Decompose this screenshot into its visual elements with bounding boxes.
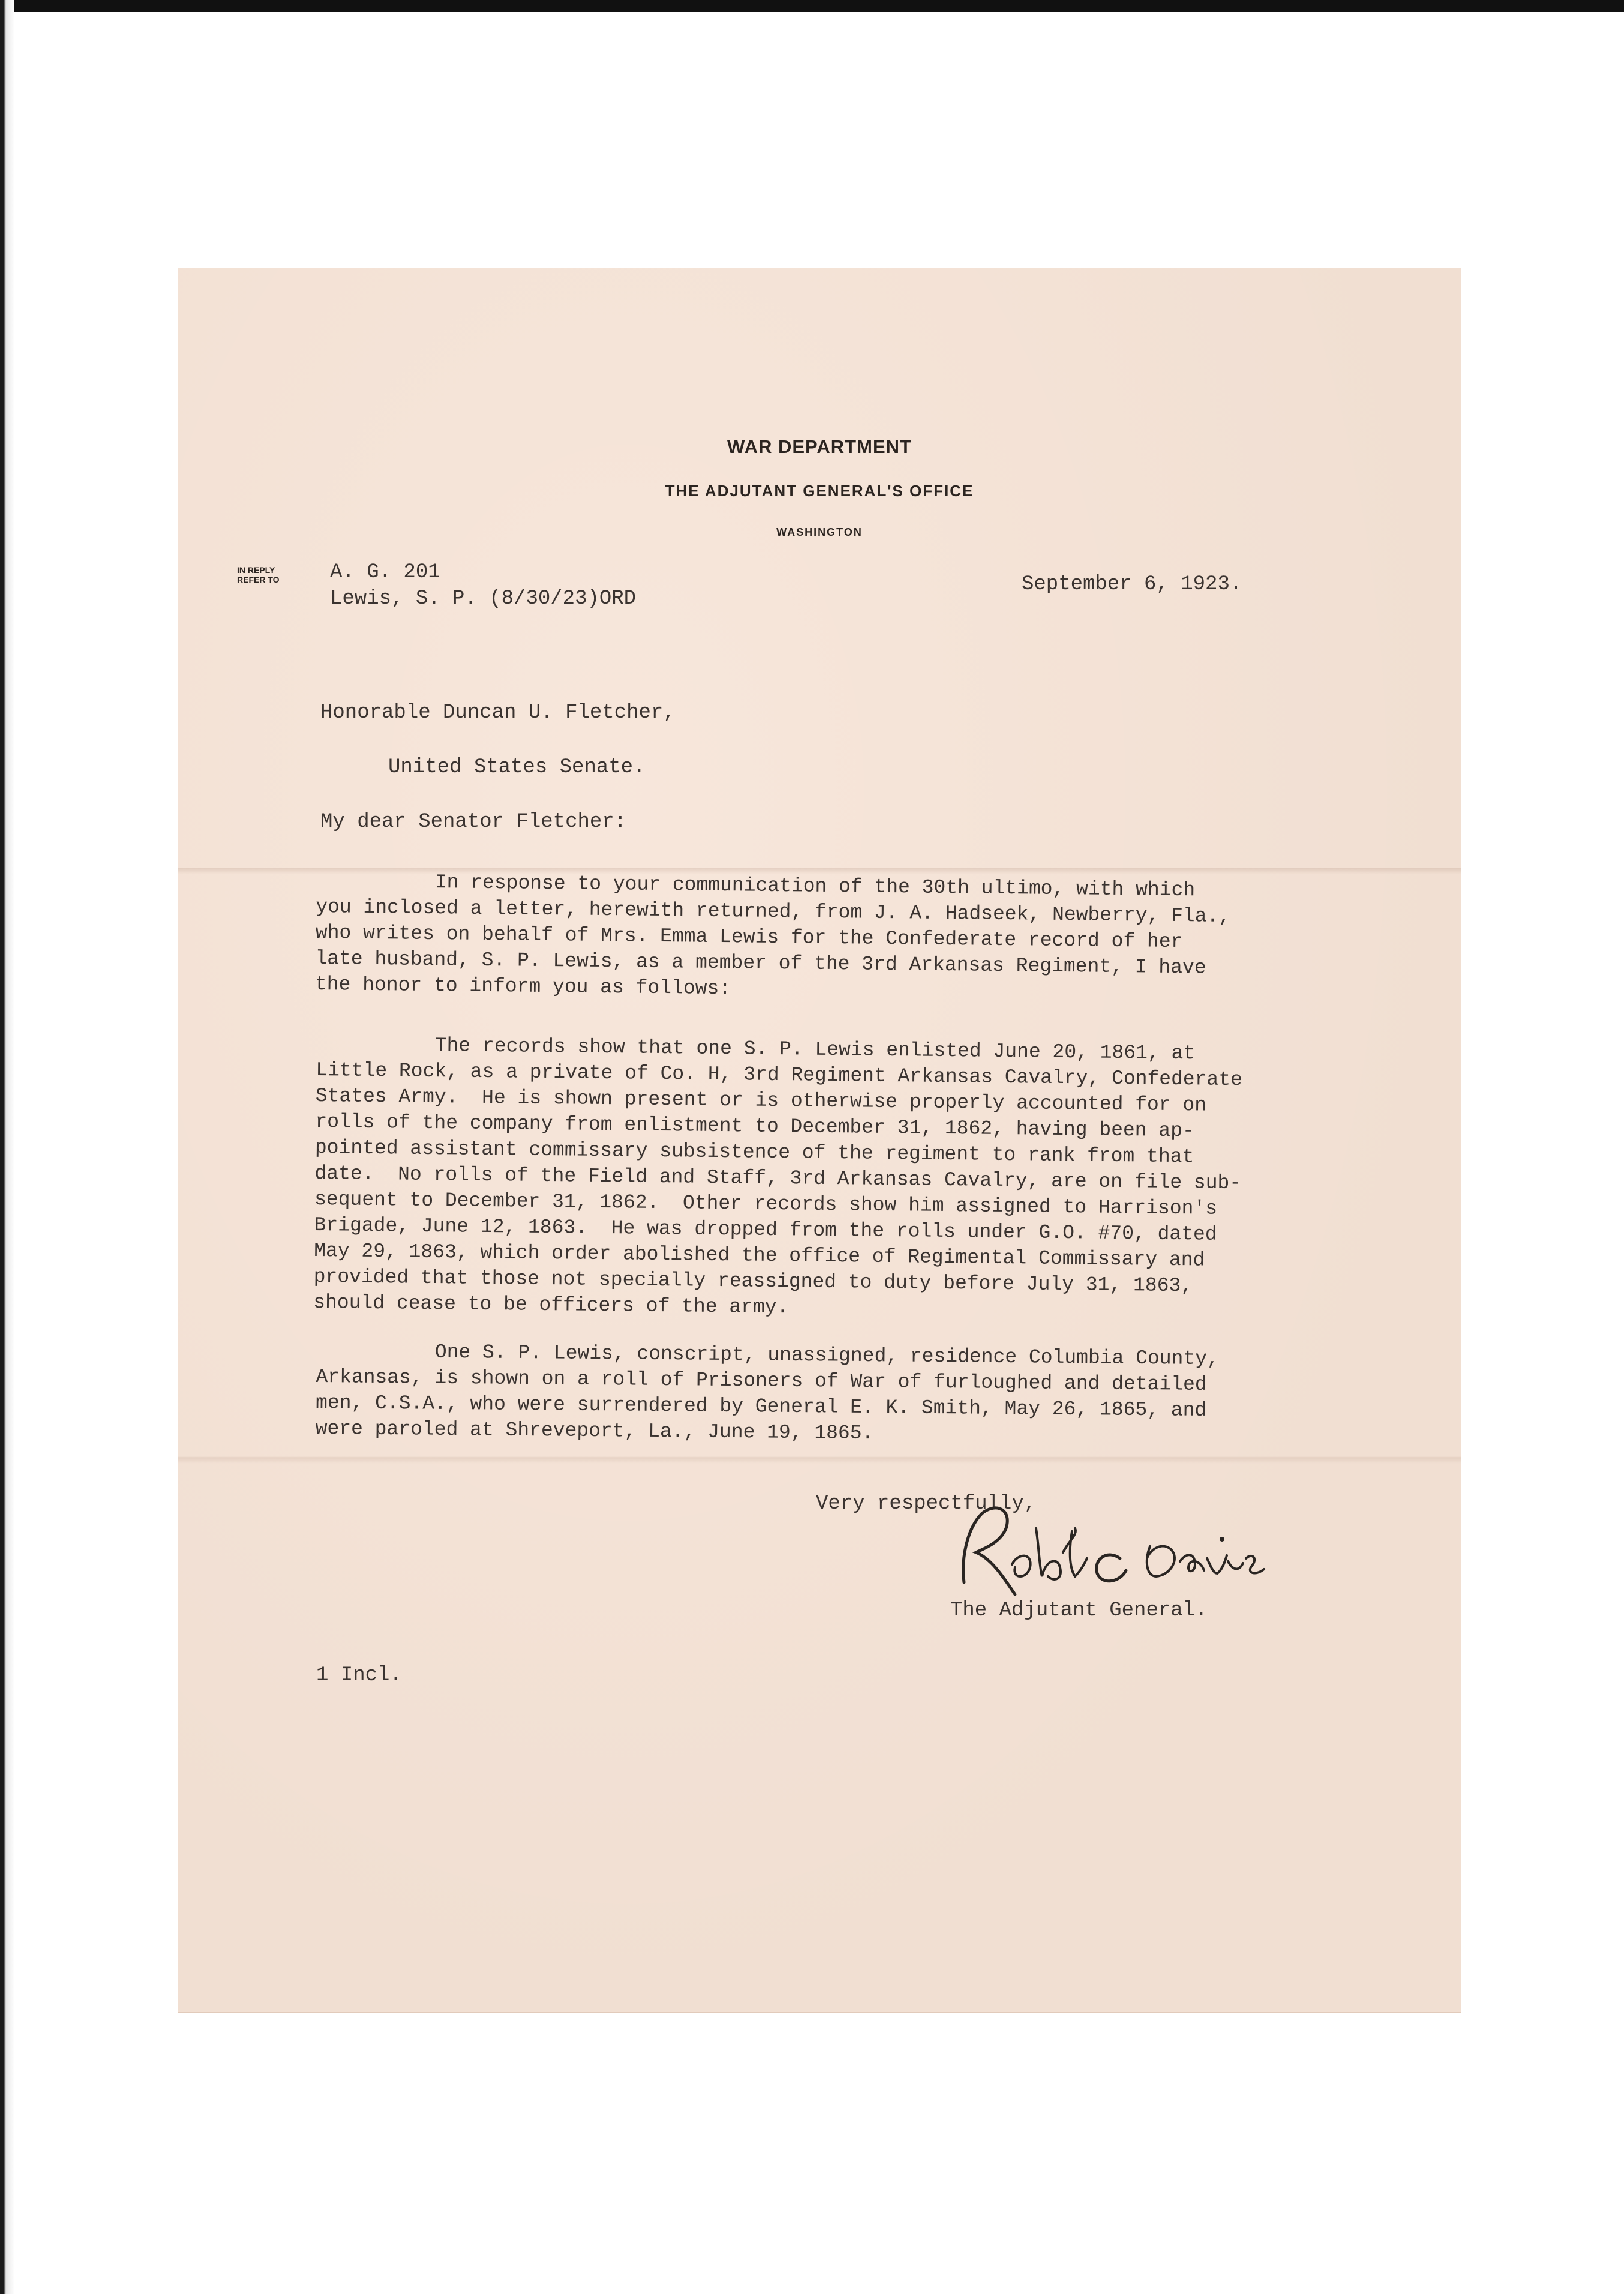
paragraph-line: men, C.S.A., who were surrendered by General E. K. Smith, May 26, 1865, and: [315, 1391, 1207, 1422]
paragraph-line: date. No rolls of the Field and Staff, 3rd Arkansas Cavalry, are on file sub-: [314, 1162, 1242, 1195]
handwritten-signature: [940, 1492, 1276, 1606]
letterhead-city: WASHINGTON: [776, 526, 863, 538]
paragraph-line: sequent to December 31, 1862. Other records show him assigned to Harrison's: [314, 1188, 1218, 1220]
paragraph-line: One S. P. Lewis, conscript, unassigned, residence Columbia County,: [316, 1340, 1219, 1371]
paragraph-line: Little Rock, as a private of Co. H, 3rd Regiment Arkansas Cavalry, Confederate: [316, 1058, 1243, 1091]
paragraph-line: the honor to inform you as follows:: [314, 973, 731, 1000]
salutation: My dear Senator Fletcher:: [320, 811, 627, 833]
refer-label-line-2: REFER TO: [237, 575, 280, 584]
paragraph-line: States Army. He is shown present or is otherwise properly accounted for on: [315, 1084, 1207, 1117]
letter-page: [178, 268, 1461, 2012]
paragraph-3: [315, 1338, 1413, 1451]
letter-date: September 6, 1923.: [1022, 573, 1242, 596]
refer-label-line-1: IN REPLY: [237, 565, 275, 575]
paragraph-line: who writes on behalf of Mrs. Emma Lewis for the Confederate record of her: [315, 921, 1183, 953]
paragraph-line: May 29, 1863, which order abolished the office of Regimental Commissary and: [313, 1239, 1205, 1272]
paragraph-line: pointed assistant commissary subsistence of the regiment to rank from that: [314, 1136, 1194, 1168]
letterhead-office: THE ADJUTANT GENERAL'S OFFICE: [665, 482, 974, 500]
reference-file-number: A. G. 201: [330, 561, 440, 584]
paragraph-line: Arkansas, is shown on a roll of Prisoners of War of furloughed and detailed: [316, 1365, 1207, 1396]
paragraph-line: In response to your communication of the 30th ultimo, with which: [316, 869, 1196, 902]
paragraph-line: were paroled at Shreveport, La., June 19, 1865.: [315, 1417, 874, 1445]
addressee-body: United States Senate.: [388, 756, 646, 779]
paragraph-line: Brigade, June 12, 1863. He was dropped from the rolls under G.O. #70, dated: [314, 1213, 1217, 1246]
paragraph-line: The records show that one S. P. Lewis enlisted June 20, 1861, at: [316, 1033, 1196, 1065]
paragraph-line: rolls of the company from enlistment to December 31, 1862, having been ap-: [315, 1110, 1194, 1142]
paragraph-line: late husband, S. P. Lewis, as a member of the 3rd Arkansas Regiment, I have: [315, 947, 1206, 979]
paragraph-line: provided that those not specially reassigned to duty before July 31, 1863,: [313, 1265, 1193, 1297]
refer-label: [237, 565, 309, 584]
letterhead-department: WAR DEPARTMENT: [727, 436, 912, 457]
addressee-name: Honorable Duncan U. Fletcher,: [320, 701, 676, 724]
paragraph-line: should cease to be officers of the army.: [313, 1291, 789, 1319]
paragraph-1: [315, 868, 1414, 1009]
enclosure-note: 1 Incl.: [316, 1664, 402, 1687]
closing: Very respectfully,: [816, 1492, 1037, 1515]
paragraph-2: [313, 1031, 1414, 1327]
scan-top-edge: [0, 0, 1624, 12]
signer-title: The Adjutant General.: [950, 1599, 1208, 1622]
scan-left-edge: [0, 0, 14, 2294]
reference-subject: Lewis, S. P. (8/30/23)ORD: [330, 587, 637, 610]
paragraph-line: you inclosed a letter, herewith returned, from J. A. Hadseek, Newberry, Fla.,: [316, 895, 1231, 928]
